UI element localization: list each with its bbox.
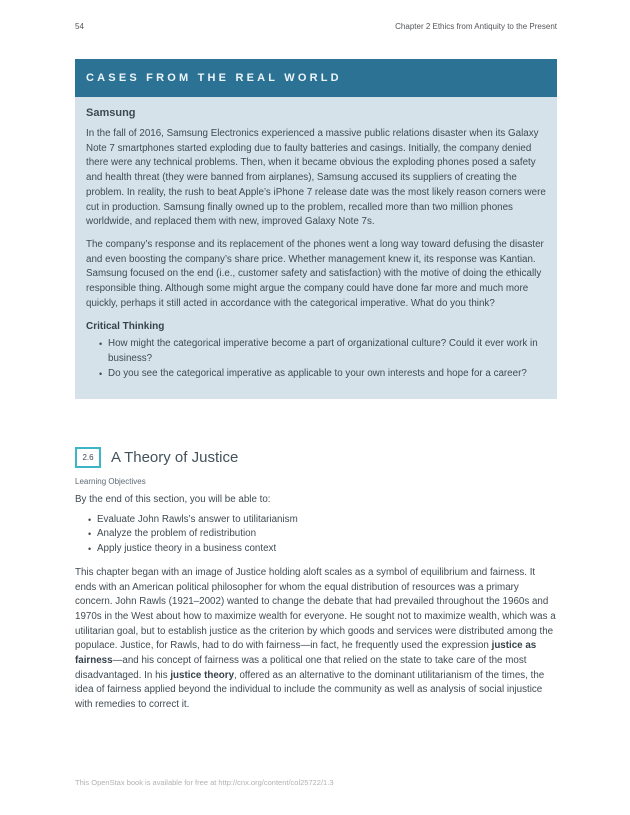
running-header (75, 22, 557, 31)
bullet-icon: • (99, 339, 103, 350)
critical-thinking-questions (86, 337, 546, 381)
term-justice-as-fairness: justice as fairness (75, 640, 537, 667)
learning-objectives-label: Learning Objectives (75, 477, 146, 486)
case-box-body (75, 97, 557, 399)
page-number: 54 (75, 22, 84, 31)
list-item (86, 337, 546, 366)
section-heading (75, 447, 557, 468)
list-item (86, 367, 546, 382)
bullet-icon: • (88, 529, 92, 540)
case-paragraph-2: The company’s response and its replacement of the phones went a long way toward defusing the disaster and even boosting the company’s share price. Whether management knew it, its response was Kantian. Samsung focused on the end (i.e., customer safety and satisfaction) with the motive of doing the ethically responsible thing. Although some might argue the company could have done far more and much more quickly, perhaps it still acted in accordance with the categorical imperative. What do you think? (86, 238, 544, 309)
paragraph-text: , offered as an alternative to the dominant utilitarianism of the times, the idea of fairness applied beyond the individual to include the community as well as analysis of social injustice with remedies to correct it. (75, 669, 545, 711)
case-paragraph-1: In the fall of 2016, Samsung Electronics experienced a massive public relations disaster when its Galaxy Note 7 smartphones started exploding due to faulty batteries and casings. Initially, the company denied there were any technical problems. Then, when it became obvious the exploding phones posed a safety and health threat (they were banned from airplanes), Samsung accused its suppliers of creating the problem. In reality, the rush to beat Apple’s iPhone 7 release date was the most likely reason corners were cut in production. Samsung finally owned up to the problem, recalled more than two million phones worldwide, and replaced them with new, improved Galaxy Note 7s. (86, 128, 546, 228)
paragraph-text: This chapter began with an image of Justice holding aloft scales as a symbol of equilibrium and fairness. It ends with an American political philosopher for whom the equal distribution of resources was a primary concern. John Rawls (1921–2002) wanted to change the debate that had prevailed throughout the 1960s and 1970s in the West about how to maximize wealth for everyone. He sought not to maximize wealth, which was a utilitarian goal, but to establish justice as the criterion by which goods and services were distributed among the populace. Justice, for Rawls, had to do with fairness—in fact, he frequently used the expression (75, 566, 556, 652)
case-box-banner: CASES FROM THE REAL WORLD (75, 59, 557, 97)
objective-text: Apply justice theory in a business context (97, 543, 277, 555)
case-title: Samsung (86, 107, 136, 119)
section-number-badge: 2.6 (75, 447, 101, 468)
question-text: Do you see the categorical imperative as applicable to your own interests and hope for a career? (108, 367, 527, 379)
learning-objectives-list (75, 513, 557, 557)
chapter-title: Chapter 2 Ethics from Antiquity to the Present (395, 22, 557, 31)
section-body-paragraph (75, 566, 557, 713)
learning-objectives-intro: By the end of this section, you will be able to: (75, 494, 271, 505)
cases-from-real-world-box (75, 59, 557, 399)
paragraph-text: —and his concept of fairness was a political one that relied on the state to take care of the most disadvantaged. In his (75, 655, 527, 681)
bullet-icon: • (88, 544, 92, 555)
objective-text: Analyze the problem of redistribution (97, 528, 257, 540)
section-2-6 (75, 447, 557, 713)
list-item (75, 513, 557, 528)
objective-text: Evaluate John Rawls’s answer to utilitarianism (97, 513, 298, 525)
critical-thinking-heading: Critical Thinking (86, 321, 165, 333)
openstax-footer: This OpenStax book is available for free at http://cnx.org/content/col25722/1.3 (75, 778, 334, 787)
bullet-icon: • (99, 368, 103, 379)
section-title: A Theory of Justice (111, 449, 239, 466)
question-text: How might the categorical imperative become a part of organizational culture? Could it ever work in business? (108, 338, 538, 365)
list-item (75, 542, 557, 557)
term-justice-theory: justice theory (170, 669, 235, 681)
list-item (75, 527, 557, 542)
bullet-icon: • (88, 514, 92, 525)
